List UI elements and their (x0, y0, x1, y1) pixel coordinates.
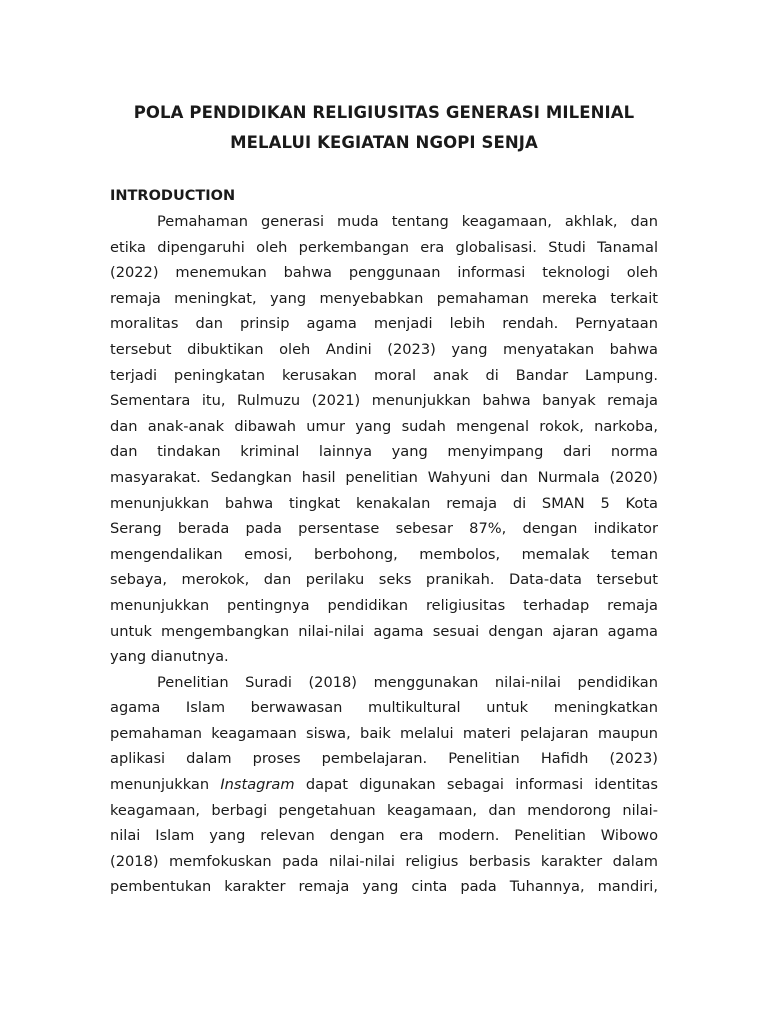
text-line: dan tindakan kriminal lainnya yang menyimpang dari norma (110, 443, 658, 461)
text-line: menunjukkan bahwa tingkat kenakalan remaja di SMAN 5 Kota (110, 494, 658, 512)
section-heading: INTRODUCTION (110, 188, 236, 204)
text-line: Penelitian Suradi (2018) menggunakan nilai-nilai pendidikan (157, 673, 658, 691)
text-line: sebaya, merokok, dan perilaku seks pranikah. Data-data tersebut (110, 571, 658, 589)
text-line: (2022) menemukan bahwa penggunaan informasi teknologi oleh (110, 264, 658, 282)
document-title (110, 98, 658, 158)
paragraph-2 (110, 670, 658, 900)
title-line-1: POLA PENDIDIKAN RELIGIUSITAS GENERASI MILENIAL (133, 103, 635, 122)
text-line: pembentukan karakter remaja yang cinta pada Tuhannya, mandiri, (110, 878, 658, 896)
text-line: pemahaman keagamaan siswa, baik melalui materi pelajaran maupun (110, 724, 658, 742)
text-line: yang dianutnya. (110, 648, 229, 666)
text-line: (2018) memfokuskan pada nilai-nilai religius berbasis karakter dalam (110, 852, 658, 870)
text-line: aplikasi dalam proses pembelajaran. Penelitian Hafidh (2023) (110, 750, 658, 768)
italic-term: Instagram (220, 776, 295, 794)
text-line: terjadi peningkatan kerusakan moral anak di Bandar Lampung. (110, 366, 658, 384)
text-segment: menunjukkan (110, 776, 221, 794)
text-line: Pemahaman generasi muda tentang keagamaan, akhlak, dan (157, 213, 658, 230)
text-line: menunjukkan pentingnya pendidikan religiusitas terhadap remaja (110, 596, 658, 614)
text-line: moralitas dan prinsip agama menjadi lebih rendah. Pernyataan (110, 315, 658, 333)
text-line: tersebut dibuktikan oleh Andini (2023) yang menyatakan bahwa (110, 340, 658, 358)
document-page (110, 98, 658, 900)
text-line: agama Islam berwawasan multikultural untuk meningkatkan (110, 699, 658, 717)
paragraph-1 (110, 209, 658, 670)
text-line: remaja meningkat, yang menyebabkan pemahaman mereka terkait (110, 289, 658, 307)
text-line: mengendalikan emosi, berbohong, membolos, memalak teman (110, 545, 658, 563)
text-line: dan anak-anak dibawah umur yang sudah mengenal rokok, narkoba, (110, 417, 658, 435)
text-line: Serang berada pada persentase sebesar 87%, dengan indikator (110, 520, 658, 538)
text-line: Sementara itu, Rulmuzu (2021) menunjukkan bahwa banyak remaja (110, 392, 658, 410)
text-line: etika dipengaruhi oleh perkembangan era globalisasi. Studi Tanamal (110, 238, 658, 256)
text-segment: dapat digunakan sebagai informasi identitas (294, 776, 658, 794)
text-line: untuk mengembangkan nilai-nilai agama sesuai dengan ajaran agama (110, 622, 658, 640)
text-line: keagamaan, berbagi pengetahuan keagamaan, dan mendorong nilai- (110, 801, 658, 819)
title-line-2: MELALUI KEGIATAN NGOPI SENJA (230, 133, 538, 152)
text-line: nilai Islam yang relevan dengan era modern. Penelitian Wibowo (110, 827, 658, 845)
text-line-with-italic (110, 772, 658, 798)
text-line: masyarakat. Sedangkan hasil penelitian Wahyuni dan Nurmala (2020) (110, 468, 658, 486)
